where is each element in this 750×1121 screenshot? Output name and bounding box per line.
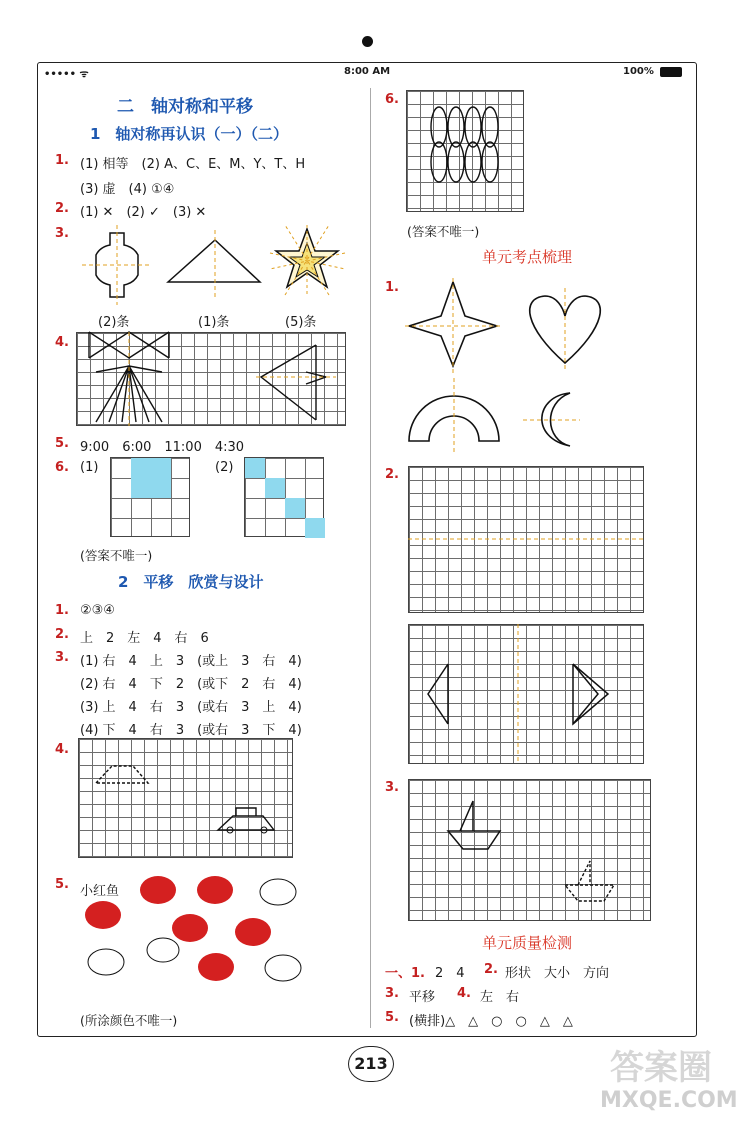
shaded-cell	[131, 478, 151, 498]
shaded-cell	[245, 458, 265, 478]
watermark-url: MXQE.COM	[600, 1088, 738, 1113]
r3-number: 3.	[385, 780, 399, 795]
signal-icon: ••••• ᯤ	[44, 69, 89, 80]
status-bar	[38, 63, 696, 81]
q3-number: 3.	[55, 226, 69, 241]
a3-number: 3.	[385, 986, 399, 1001]
symmetry-shapes	[80, 225, 355, 305]
a4-answer: 左 右	[480, 990, 520, 1005]
shaded-cell	[265, 478, 285, 498]
shaded-cell	[131, 458, 151, 478]
r-q6-number: 6.	[385, 92, 399, 107]
q1-number: 1.	[55, 153, 69, 168]
section-title-4: 单元质量检测	[482, 934, 573, 952]
battery-icon	[660, 67, 682, 77]
triangle-shape	[168, 230, 260, 297]
q6-number: 6.	[55, 460, 69, 475]
a5-number: 5.	[385, 1010, 399, 1025]
column-divider	[370, 88, 371, 1028]
p4-figures	[78, 738, 293, 858]
shaded-cell	[151, 478, 171, 498]
p2-answer: 上 2 左 4 右 6	[80, 631, 209, 646]
p5-number: 5.	[55, 877, 69, 892]
a5-answer: (横排)△ △ ○ ○ △ △	[409, 1014, 573, 1029]
p5-label: 小红鱼	[80, 884, 120, 899]
r1-shapes	[405, 278, 605, 458]
page-number: 213	[348, 1046, 394, 1082]
p3-row: (4) 下 4 右 3 (或右 3 下 4)	[80, 723, 302, 738]
q3-caption-1: (2)条	[98, 315, 130, 330]
section-title-3: 单元考点梳理	[482, 248, 573, 266]
fish-illustration	[78, 870, 318, 995]
q3-caption-2: (1)条	[198, 315, 230, 330]
q3-caption-3: (5)条	[285, 315, 317, 330]
a3-answer: 平移	[409, 990, 436, 1005]
q6a-grid	[110, 457, 190, 537]
r2-figures	[408, 624, 644, 764]
note-color: (所涂颜色不唯一)	[80, 1013, 178, 1028]
r2-number: 2.	[385, 467, 399, 482]
p1-number: 1.	[55, 603, 69, 618]
q4-number: 4.	[55, 335, 69, 350]
watermark-logo: 答案圈	[610, 1048, 712, 1088]
shaded-cell	[285, 498, 305, 518]
battery-text: 100%	[623, 66, 654, 77]
a2-answer: 形状 大小 方向	[505, 966, 610, 981]
p3-row: (3) 上 4 右 3 (或右 3 上 4)	[80, 700, 302, 715]
p4-number: 4.	[55, 742, 69, 757]
section-title-2: 2 平移 欣赏与设计	[118, 573, 264, 591]
status-time: 8:00 AM	[344, 66, 391, 77]
r3-boats	[408, 779, 651, 921]
cross-shape	[82, 225, 150, 305]
p1-answer: ②③④	[80, 603, 115, 618]
note-not-unique-1: (答案不唯一)	[80, 548, 153, 563]
q6b-label: (2)	[215, 460, 234, 475]
q2-number: 2.	[55, 201, 69, 216]
camera-dot	[362, 36, 373, 47]
a1-prefix: 一、1.	[385, 966, 425, 981]
q4-figures	[76, 332, 346, 426]
a2-number: 2.	[484, 962, 498, 977]
p2-number: 2.	[55, 627, 69, 642]
r1-number: 1.	[385, 280, 399, 295]
q1-answer-line2: (3) 虚 (4) ①④	[80, 182, 175, 197]
shaded-cell	[305, 518, 325, 538]
a4-number: 4.	[457, 986, 471, 1001]
q5-number: 5.	[55, 436, 69, 451]
r2-axis	[408, 466, 644, 613]
section-title-1: 1 轴对称再认识（一）（二）	[90, 125, 288, 143]
p3-row: (2) 右 4 下 2 (或下 2 右 4)	[80, 677, 302, 692]
q6b-grid	[244, 457, 324, 537]
chapter-title: 二 轴对称和平移	[117, 97, 253, 117]
r-note: (答案不唯一)	[407, 224, 480, 239]
p3-number: 3.	[55, 650, 69, 665]
q5-answer: 9:00 6:00 11:00 4:30	[80, 440, 245, 455]
q1-answer-line1: (1) 相等 (2) A、C、E、M、Y、T、H	[80, 157, 306, 172]
q6a-label: (1)	[80, 460, 99, 475]
shaded-cell	[151, 458, 171, 478]
star-shape	[270, 225, 345, 297]
q2-answer: (1) ✕ (2) ✓ (3) ✕	[80, 205, 207, 220]
p3-row: (1) 右 4 上 3 (或上 3 右 4)	[80, 654, 302, 669]
a1-answer: 2 4	[435, 966, 465, 981]
leaf-pattern	[406, 90, 524, 212]
